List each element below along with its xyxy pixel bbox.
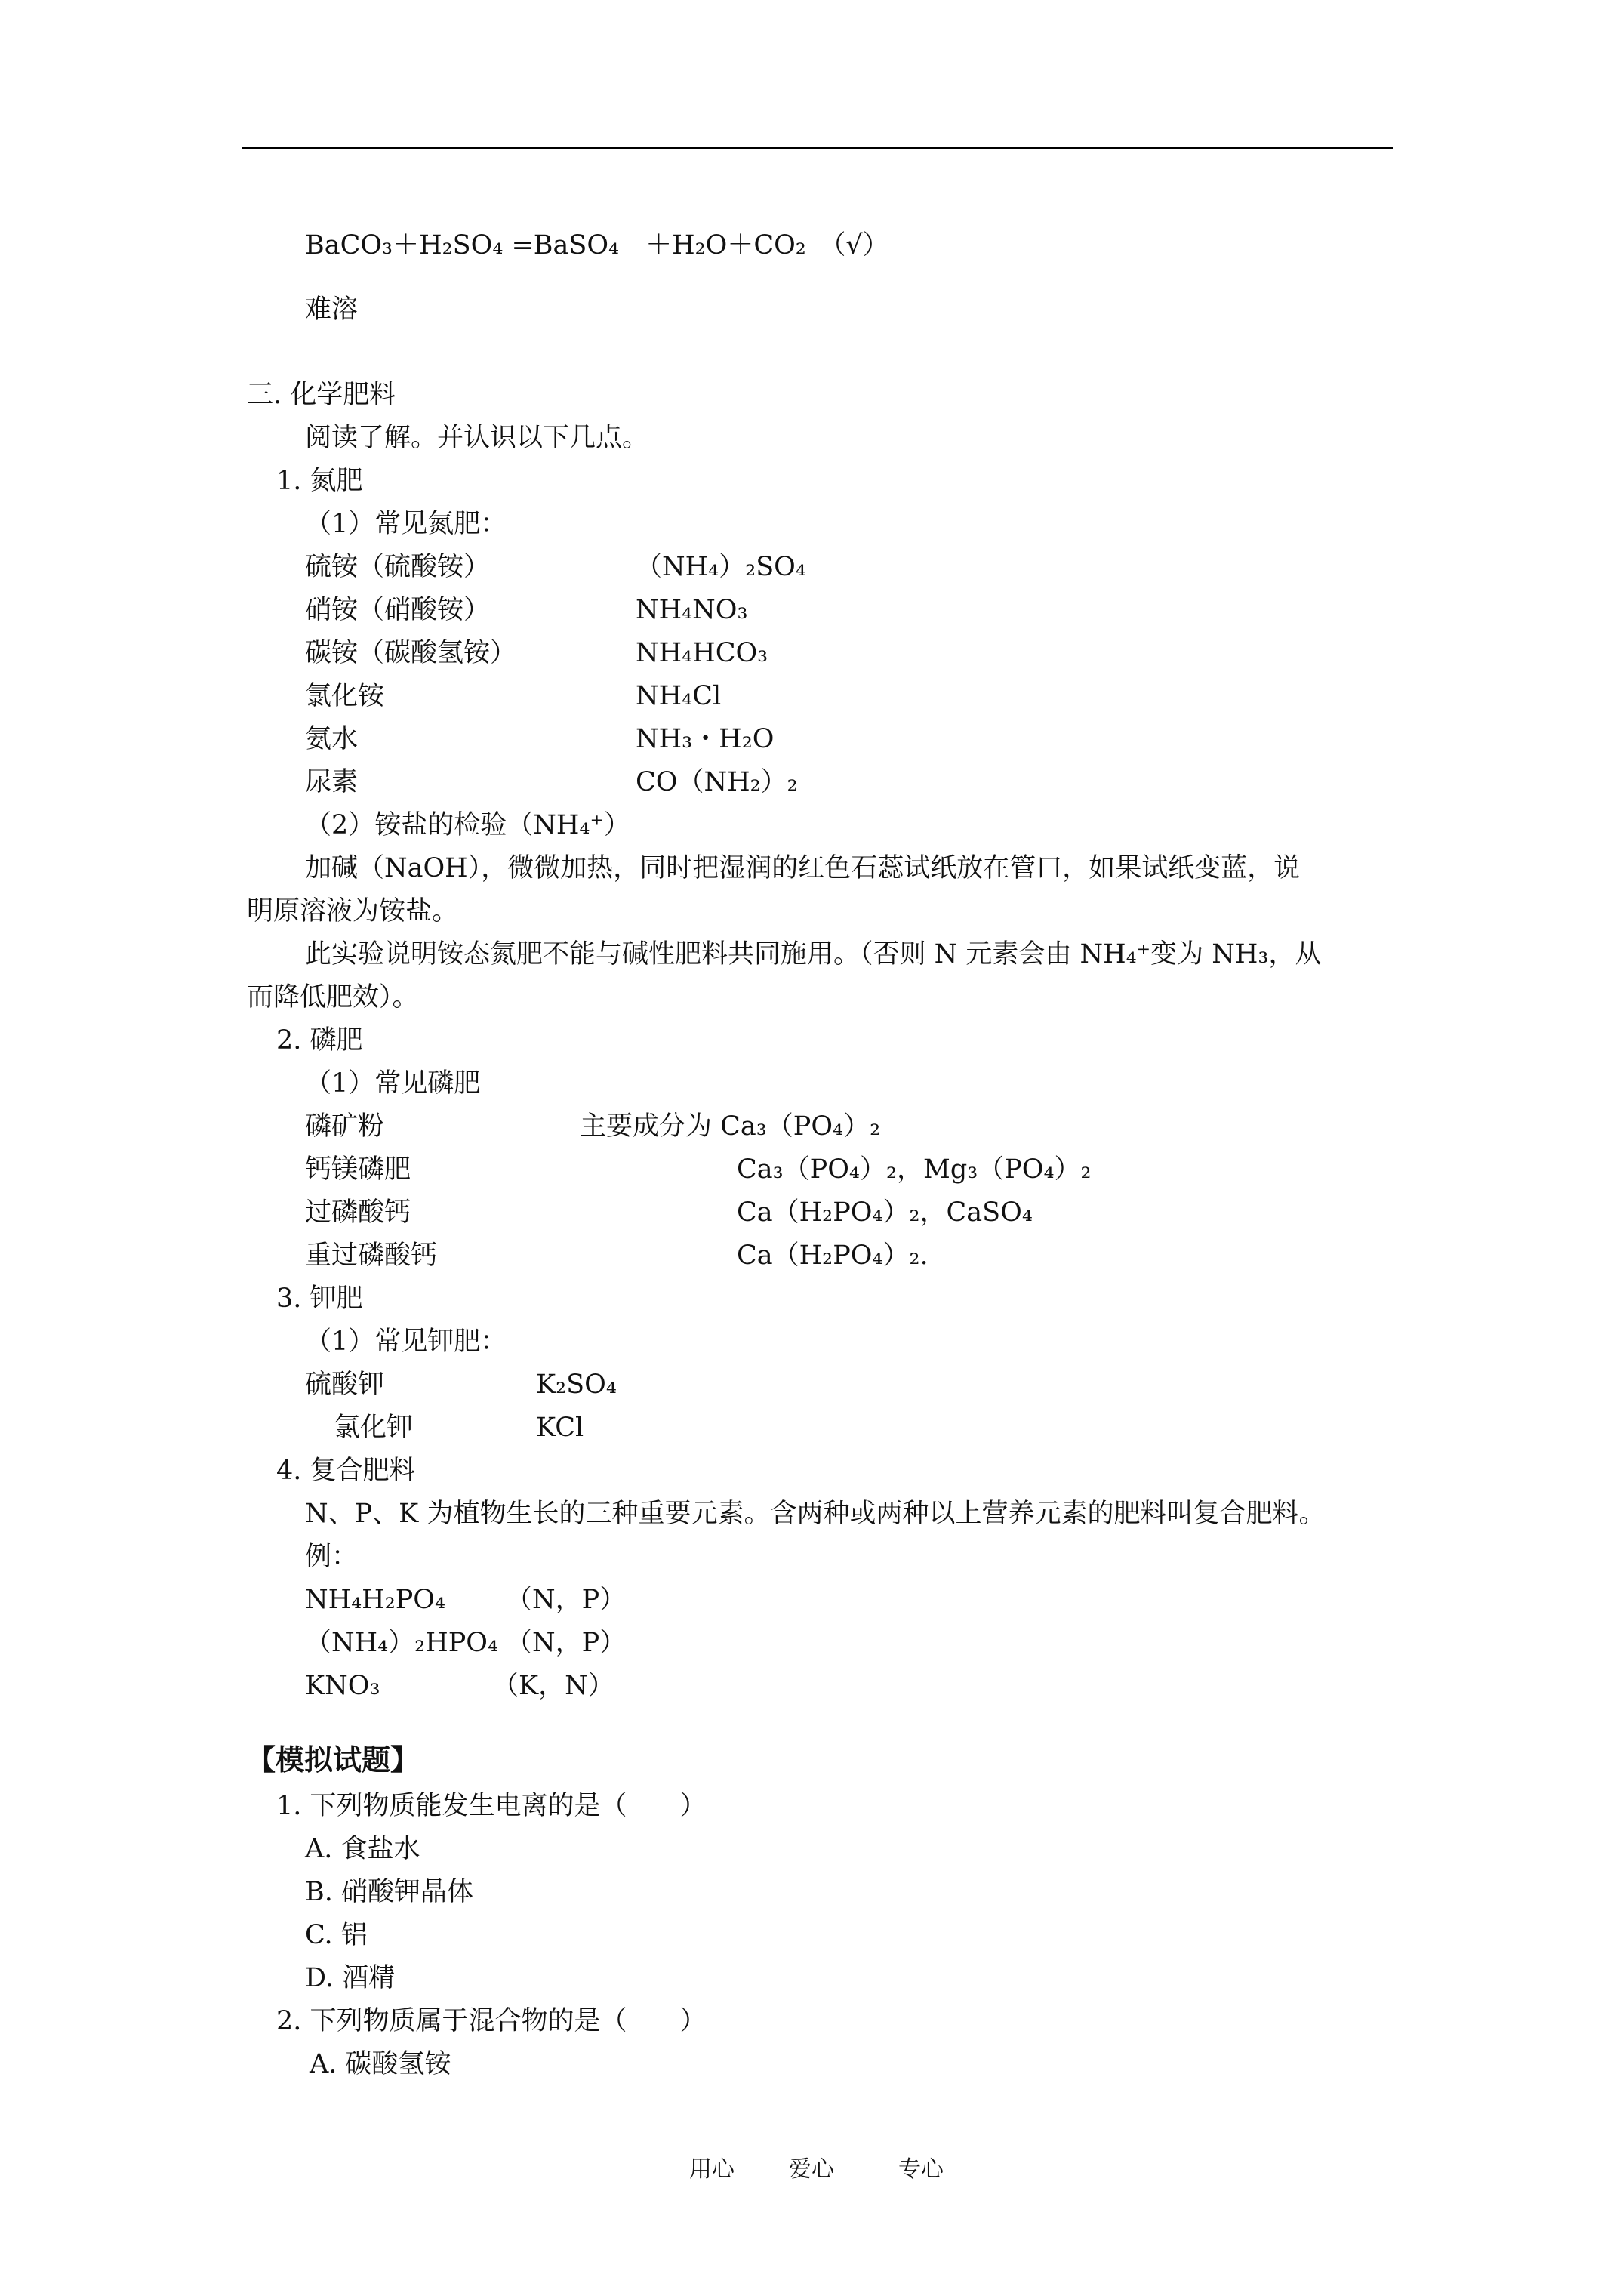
quiz-option: B. 硝酸钾晶体: [305, 1877, 473, 1907]
potassium-heading: 3. 钾肥: [276, 1284, 363, 1314]
phosphorus-item-name: 过磷酸钙: [305, 1197, 411, 1228]
nitrogen-item-formula: （NH₄）₂SO₄: [636, 552, 806, 582]
nitrogen-item-name: 氯化铵: [305, 681, 385, 711]
quiz-title: 【模拟试题】: [247, 1743, 420, 1777]
ammonium-test-heading: （2）铵盐的检验（NH₄⁺）: [305, 810, 630, 840]
quiz-option: A. 碳酸氢铵: [310, 2049, 451, 2079]
nitrogen-item-formula: NH₄Cl: [636, 681, 722, 711]
phosphorus-subheading: （1）常见磷肥: [305, 1068, 481, 1099]
section-title: 三. 化学肥料: [247, 380, 396, 410]
compound-item-elements: （N，P）: [506, 1585, 627, 1615]
compound-item-formula: NH₄H₂PO₄: [305, 1585, 446, 1615]
compound-item-elements: （K，N）: [492, 1671, 614, 1701]
compound-description: N、P、K 为植物生长的三种重要元素。含两种或两种以上营养元素的肥料叫复合肥料。: [305, 1499, 1326, 1529]
phosphorus-item-name: 重过磷酸钙: [305, 1240, 438, 1271]
nitrogen-item-formula: NH₃・H₂O: [636, 724, 775, 754]
ammonium-note: 而降低肥效）。: [247, 982, 419, 1012]
compound-item-elements: （N，P）: [506, 1628, 627, 1658]
potassium-item-formula: KCl: [536, 1413, 584, 1443]
reaction-equation: BaCO₃＋H₂SO₄ =BaSO₄ ＋H₂O＋CO₂ （√）: [305, 230, 889, 260]
nitrogen-item-formula: CO（NH₂）₂: [636, 767, 798, 797]
nitrogen-subheading: （1）常见氮肥：: [305, 509, 507, 539]
phosphorus-heading: 2. 磷肥: [276, 1025, 363, 1056]
quiz-option: D. 酒精: [305, 1963, 396, 1993]
compound-item-formula: KNO₃: [305, 1671, 380, 1701]
footer-text: 爱心: [789, 2156, 834, 2183]
ammonium-note: 此实验说明铵态氮肥不能与碱性肥料共同施用。（否则 N 元素会由 NH₄⁺变为 NH₃，从: [305, 939, 1322, 969]
footer-text: 用心: [689, 2156, 735, 2183]
compound-example-label: 例：: [305, 1542, 359, 1572]
potassium-item-name: 硫酸钾: [305, 1370, 385, 1400]
compound-item-formula: （NH₄）₂HPO₄: [305, 1628, 499, 1658]
nitrogen-item-name: 氨水: [305, 724, 359, 754]
quiz-option: A. 食盐水: [305, 1834, 420, 1864]
phosphorus-item-formula: Ca（H₂PO₄）₂，CaSO₄: [737, 1197, 1033, 1228]
nitrogen-item-name: 硫铵（硫酸铵）: [305, 552, 491, 582]
footer-text: 专心: [898, 2156, 944, 2183]
nitrogen-item-formula: NH₄NO₃: [636, 595, 748, 625]
phosphorus-item-formula: Ca（H₂PO₄）₂.: [737, 1240, 929, 1271]
quiz-question: 1. 下列物质能发生电离的是（ ）: [276, 1791, 707, 1821]
nitrogen-item-name: 尿素: [305, 767, 359, 797]
potassium-item-name: 氯化钾: [334, 1413, 414, 1443]
nitrogen-item-name: 硝铵（硝酸铵）: [305, 595, 491, 625]
quiz-option: C. 铝: [305, 1920, 368, 1950]
nitrogen-heading: 1. 氮肥: [276, 466, 363, 496]
nitrogen-item-name: 碳铵（碳酸氢铵）: [305, 638, 517, 668]
ammonium-test-text: 加碱（NaOH），微微加热，同时把湿润的红色石蕊试纸放在管口，如果试纸变蓝，说: [305, 853, 1301, 883]
reaction-note: 难溶: [305, 294, 359, 325]
phosphorus-item-name: 钙镁磷肥: [305, 1154, 411, 1185]
phosphorus-item-name: 磷矿粉: [305, 1111, 385, 1142]
potassium-item-formula: K₂SO₄: [536, 1370, 617, 1400]
section-intro: 阅读了解。并认识以下几点。: [305, 423, 649, 453]
quiz-question: 2. 下列物质属于混合物的是（ ）: [276, 2006, 707, 2036]
phosphorus-item-formula: 主要成分为 Ca₃（PO₄）₂: [580, 1111, 881, 1142]
compound-heading: 4. 复合肥料: [276, 1456, 416, 1486]
nitrogen-item-formula: NH₄HCO₃: [636, 638, 768, 668]
header-rule: [242, 147, 1393, 149]
phosphorus-item-formula: Ca₃（PO₄）₂，Mg₃（PO₄）₂: [737, 1154, 1092, 1185]
ammonium-test-text: 明原溶液为铵盐。: [247, 896, 459, 926]
potassium-subheading: （1）常见钾肥：: [305, 1327, 507, 1357]
